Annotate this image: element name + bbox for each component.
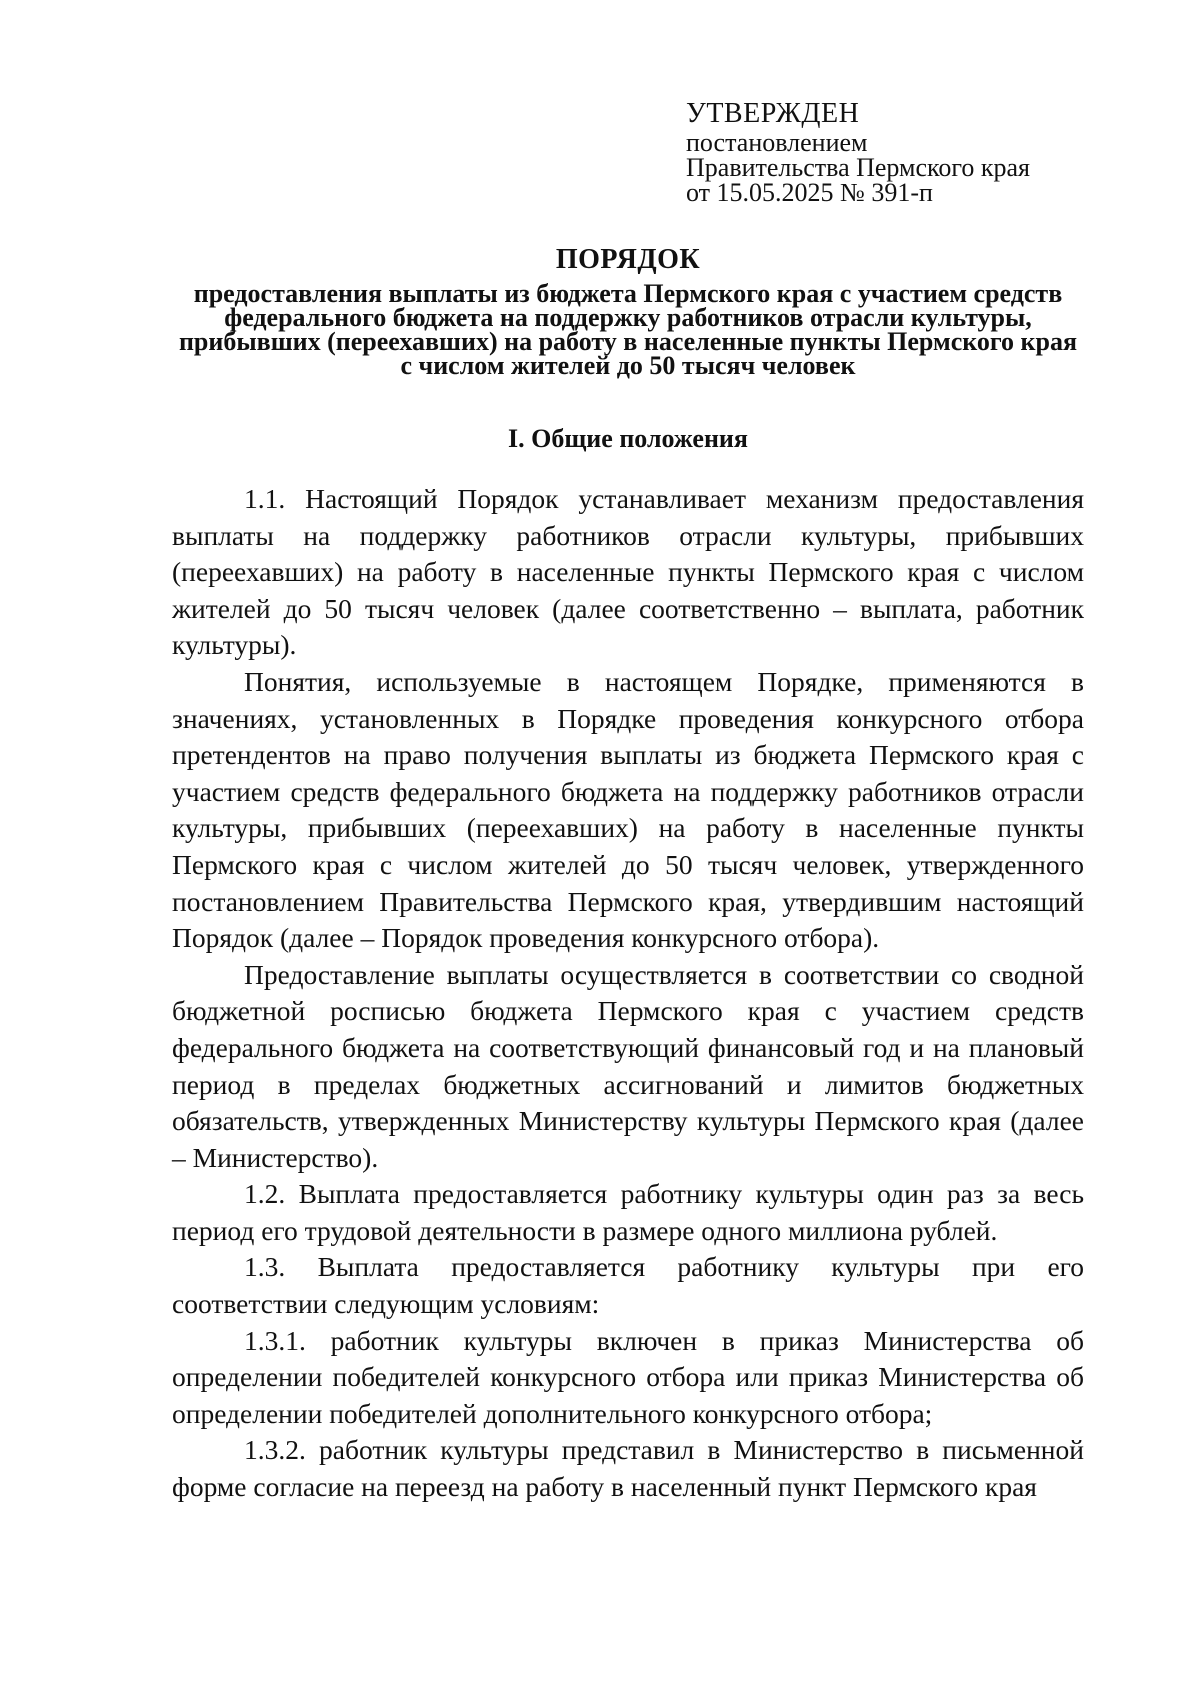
paragraph-1-3-2: 1.3.2. работник культуры представил в Министерство в письменной форме согласие на переезд на работу в населенный пункт Пермского края (172, 1434, 1084, 1503)
document-title: ПОРЯДОК (555, 244, 701, 275)
paragraph-budget: Предоставление выплаты осуществляется в соответствии со сводной бюджетной росписью бюджета Пермского края с участием средств федерального бюджета на соответствующий финансовый год и на плановый период в пределах бюджетных ассигнований и лимитов бюджетных обязательств, утвержденных Министерству культуры Пермского края (далее – Министерство). (172, 958, 1084, 1173)
document-body (172, 481, 1084, 1506)
approval-line-2: Правительства Пермского края (686, 153, 1030, 182)
paragraph-1-3-1: 1.3.1. работник культуры включен в приказ Министерства об определении победителей конкурсного отбора или приказ Министерства об определении победителей дополнительного конкурсного отбора; (172, 1324, 1084, 1429)
approval-stamp-block (686, 98, 1116, 205)
paragraph-1-2: 1.2. Выплата предоставляется работнику культуры один раз за весь период его трудовой деятельности в размере одного миллиона рублей. (172, 1178, 1084, 1246)
section-heading: I. Общие положения (508, 424, 748, 453)
paragraph-definitions: Понятия, используемые в настоящем Порядке, применяются в значениях, установленных в Порядке проведения конкурсного отбора претендентов на право получения выплаты из бюджета Пермского края с участием средств федерального бюджета на поддержку работников отрасли культуры, прибывших (переехавших) на работу в населенные пункты Пермского края с числом жителей до 50 тысяч человек, утвержденного постановлением Правительства Пермского края, утвердившим настоящий Порядок (далее – Порядок проведения конкурсного отбора). (172, 665, 1084, 954)
paragraph-1-3: 1.3. Выплата предоставляется работнику культуры при его соответствии следующим условиям: (172, 1251, 1084, 1320)
approval-title: УТВЕРЖДЕН (686, 98, 860, 129)
document-subtitle: предоставления выплаты из бюджета Пермского края с участием средств федерального бюджета на поддержку работников отрасли культуры, прибывших (переехавших) на работу в населенные пункты Пермского края с числом жителей до 50 тысяч человек (178, 279, 1078, 380)
approval-line-3: от 15.05.2025 № 391-п (686, 178, 933, 207)
paragraph-1-1: 1.1. Настоящий Порядок устанавливает механизм предоставления выплаты на поддержку работников отрасли культуры, прибывших (переехавших) на работу в населенные пункты Пермского края с числом жителей до 50 тысяч человек (далее соответственно – выплата, работник культуры). (172, 483, 1084, 661)
approval-line-1: постановлением (686, 128, 868, 157)
